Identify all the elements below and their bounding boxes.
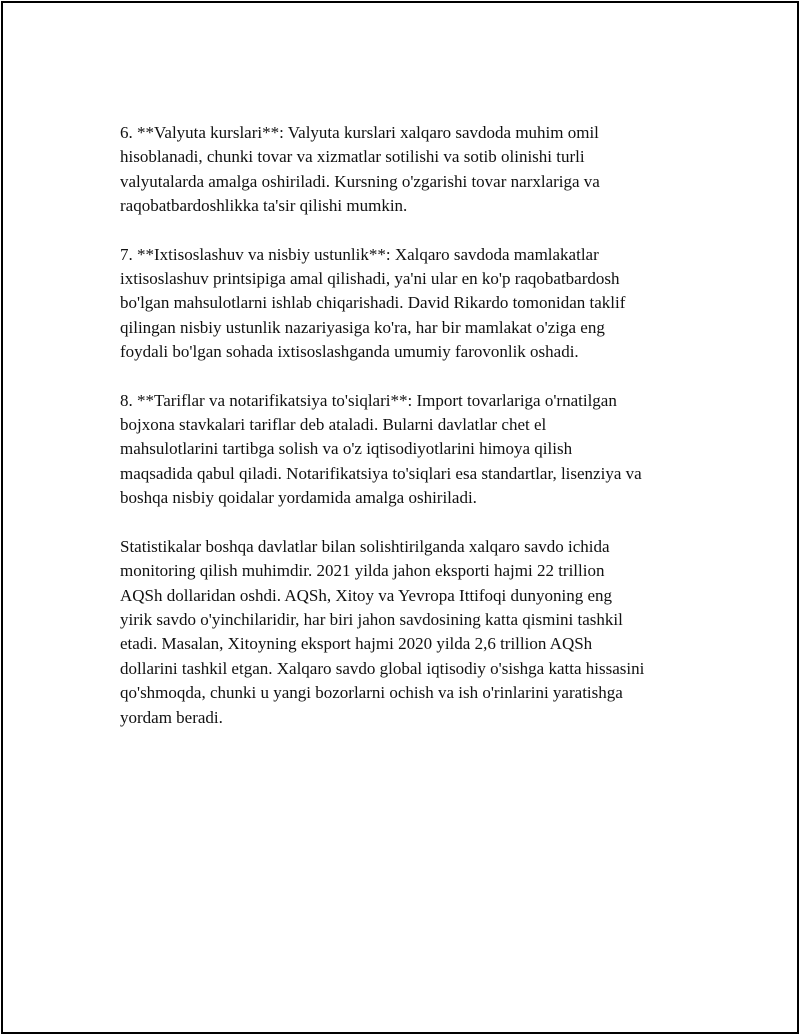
- text-line: AQSh dollaridan oshdi. AQSh, Xitoy va Yevropa Ittifoqi dunyoning eng: [120, 585, 613, 605]
- text-line: raqobatbardoshlikka ta'sir qilishi mumkin.: [120, 196, 408, 216]
- paragraph-ixtisoslashuv: [120, 243, 700, 365]
- document-page: [1, 1, 799, 1034]
- text-line: boshqa nisbiy qoidalar yordamida amalga oshiriladi.: [120, 488, 477, 508]
- text-line: ixtisoslashuv printsipiga amal qilishadi, ya'ni ular en ko'p raqobatbardosh: [120, 269, 620, 289]
- text-line: foydali bo'lgan sohada ixtisoslashganda umumiy farovonlik oshadi.: [120, 342, 579, 362]
- text-line: monitoring qilish muhimdir. 2021 yilda jahon eksporti hajmi 22 trillion: [120, 561, 605, 581]
- text-line: mahsulotlarini tartibga solish va o'z iqtisodiyotlarini himoya qilish: [120, 439, 573, 459]
- text-line: qo'shmoqda, chunki u yangi bozorlarni ochish va ish o'rinlarini yaratishga: [120, 683, 623, 703]
- paragraph-tariflar: [120, 389, 700, 511]
- text-line: bo'lgan mahsulotlarni ishlab chiqarishadi. David Rikardo tomonidan taklif: [120, 293, 626, 313]
- paragraph-statistikalar: [120, 535, 700, 730]
- text-line: hisoblanadi, chunki tovar va xizmatlar sotilishi va sotib olinishi turli: [120, 147, 585, 167]
- text-line: Statistikalar boshqa davlatlar bilan solishtirilganda xalqaro savdo ichida: [120, 536, 610, 556]
- text-line: etadi. Masalan, Xitoyning eksport hajmi 2020 yilda 2,6 trillion AQSh: [120, 634, 593, 654]
- text-line: 6. **Valyuta kurslari**: Valyuta kurslari xalqaro savdoda muhim omil: [120, 123, 599, 142]
- text-line: qilingan nisbiy ustunlik nazariyasiga ko'ra, har bir mamlakat o'ziga eng: [120, 317, 605, 337]
- paragraph-valyuta-kurslari: [120, 121, 700, 219]
- text-line: yirik savdo o'yinchilaridir, har biri jahon savdosining katta qismini tashkil: [120, 609, 623, 629]
- document-body: [120, 121, 700, 754]
- text-line: valyutalarda amalga oshiriladi. Kursning o'zgarishi tovar narxlariga va: [120, 171, 600, 191]
- text-line: dollarini tashkil etgan. Xalqaro savdo global iqtisodiy o'sishga katta hissasini: [120, 658, 645, 678]
- text-line: 7. **Ixtisoslashuv va nisbiy ustunlik**: Xalqaro savdoda mamlakatlar: [120, 244, 599, 264]
- text-line: maqsadida qabul qiladi. Notarifikatsiya to'siqlari esa standartlar, lisenziya va: [120, 463, 642, 483]
- text-line: bojxona stavkalari tariflar deb ataladi. Bularni davlatlar chet el: [120, 415, 547, 435]
- text-line: yordam beradi.: [120, 707, 223, 727]
- text-line: 8. **Tariflar va notarifikatsiya to'siqlari**: Import tovarlariga o'rnatilgan: [120, 390, 617, 410]
